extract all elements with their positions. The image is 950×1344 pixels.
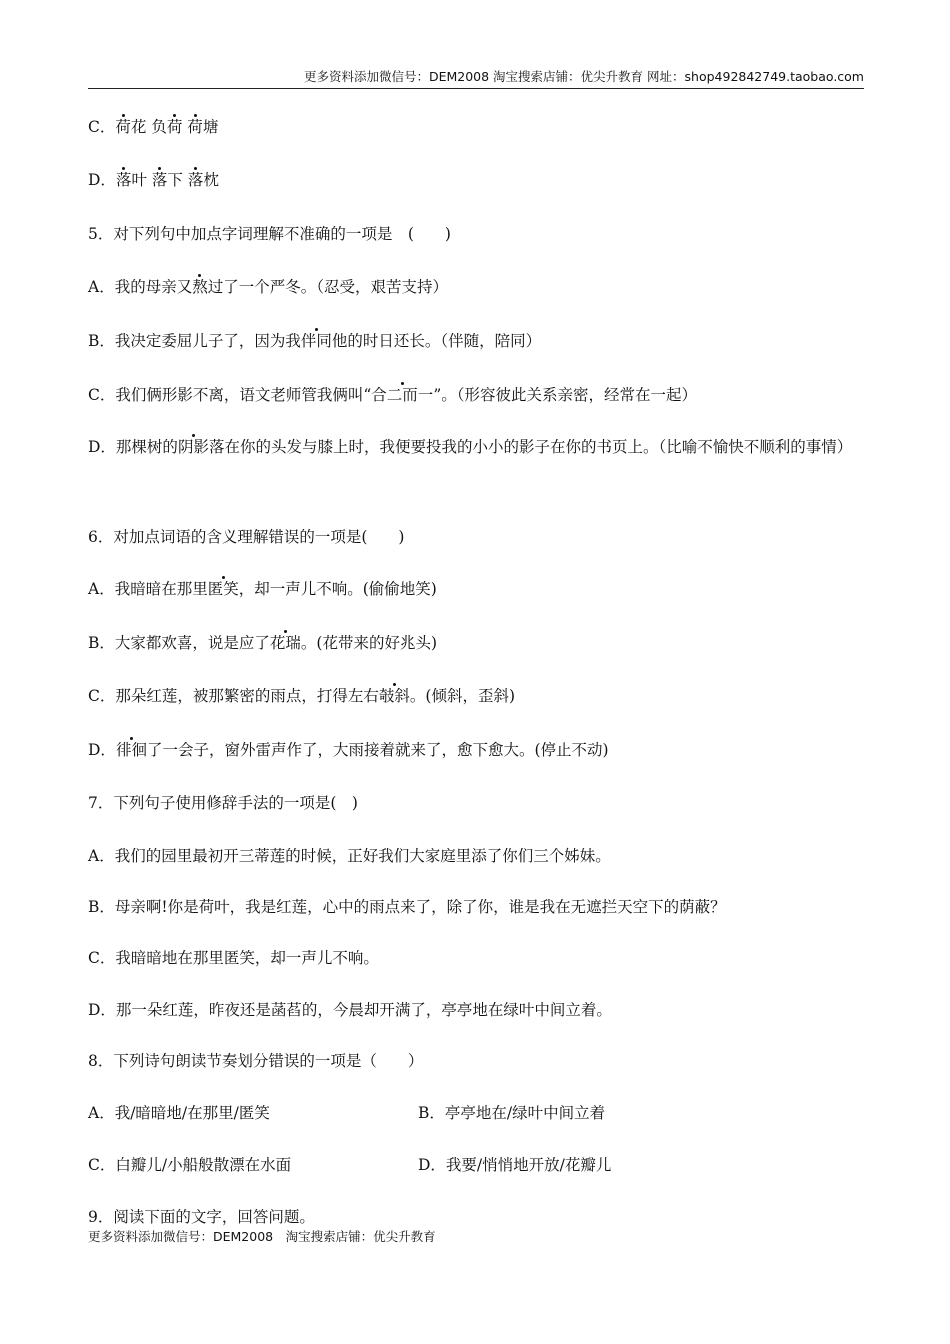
word-1: 荷花 <box>115 118 147 136</box>
word-2: 负荷 <box>146 118 183 136</box>
q5-option-c: C．我们俩形影不离，语文老师管我俩叫“合二而一”。（形容彼此关系亲密，经常在一起） <box>88 386 697 404</box>
q8-option-b: B．亭亭地在/绿叶中间立着 <box>418 1104 606 1122</box>
dotted-word: 匿笑 <box>207 580 239 598</box>
q6-stem: 6．对加点词语的含义理解错误的一项是( ) <box>88 528 405 546</box>
word-2: 落下 <box>151 171 183 189</box>
dotted-word: 熬 <box>192 278 208 296</box>
q7-option-c: C．我暗暗地在那里匿笑，却一声儿不响。 <box>88 949 379 967</box>
q5-option-b: B．我决定委屈儿子了，因为我伴同他的时日还长。（伴随，陪同） <box>88 332 542 350</box>
q7-option-a: A．我们的园里最初开三蒂莲的时候，正好我们大家庭里添了你们三个姊妹。 <box>88 847 611 865</box>
dotted-word: 伴同 <box>300 332 332 350</box>
q6-option-d: D．徘徊了一会子，窗外雷声作了，大雨接着就来了，愈下愈大。(停止不动) <box>88 741 609 759</box>
q9-stem: 9．阅读下面的文字，回答问题。 <box>88 1208 315 1226</box>
q4-option-d <box>88 169 219 191</box>
dotted-word: 花瑞 <box>269 634 301 652</box>
dotted-word: 攲斜 <box>378 687 410 705</box>
word-1: 落叶 <box>115 171 147 189</box>
q8-option-d: D．我要/悄悄地开放/花瓣儿 <box>418 1156 612 1174</box>
option-label: C． <box>88 118 116 136</box>
dotted-char: 落 <box>151 171 168 189</box>
dotted-char: 落 <box>187 171 204 189</box>
dotted-word: 合二而一 <box>371 386 434 404</box>
q4-option-c <box>88 116 218 138</box>
dotted-char: 荷 <box>166 118 183 136</box>
word-3: 落枕 <box>187 171 219 189</box>
q6-option-a: A．我暗暗在那里匿笑，却一声儿不响。(偷偷地笑) <box>88 580 437 598</box>
q7-option-b: B．母亲啊!你是荷叶，我是红莲，心中的雨点来了，除了你，谁是我在无遮拦天空下的荫蔽？ <box>88 898 726 916</box>
q5-option-a: A．我的母亲又熬过了一个严冬。（忍受，艰苦支持） <box>88 278 448 296</box>
option-label: D． <box>88 171 116 189</box>
q7-stem: 7．下列句子使用修辞手法的一项是( ) <box>88 794 358 812</box>
dotted-word: 徘徊 <box>115 741 147 759</box>
dotted-word: 阴影 <box>177 438 209 456</box>
q7-option-d: D．那一朵红莲，昨夜还是菡萏的，今晨却开满了，亭亭地在绿叶中间立着。 <box>88 1001 612 1019</box>
page-footer: 更多资料添加微信号：DEM2008 淘宝搜索店铺：优尖升教育 <box>88 1229 436 1244</box>
q5-option-d: D．那棵树的阴影落在你的头发与膝上时，我便要投我的小小的影子在你的书页上。（比喻不愉快不顺利的事情） <box>88 438 853 456</box>
word-3: 荷塘 <box>187 118 219 136</box>
dotted-char: 荷 <box>115 118 131 136</box>
q8-option-c: C．白瓣儿/小船般散漂在水面 <box>88 1156 292 1174</box>
q8-option-a: A．我/暗暗地/在那里/匿笑 <box>88 1104 270 1122</box>
dotted-char: 落 <box>115 171 132 189</box>
q8-stem: 8．下列诗句朗读节奏划分错误的一项是（ ） <box>88 1052 424 1070</box>
q6-option-b: B．大家都欢喜，说是应了花瑞。(花带来的好兆头) <box>88 634 438 652</box>
page-header: 更多资料添加微信号：DEM2008 淘宝搜索店铺：优尖升教育 网址：shop492842749.taobao.com <box>88 68 864 89</box>
q5-stem: 5．对下列句中加点字词理解不准确的一项是 ( ) <box>88 225 451 243</box>
dotted-char: 荷 <box>187 118 203 136</box>
q6-option-c: C．那朵红莲，被那繁密的雨点，打得左右攲斜。(倾斜，歪斜) <box>88 687 515 705</box>
